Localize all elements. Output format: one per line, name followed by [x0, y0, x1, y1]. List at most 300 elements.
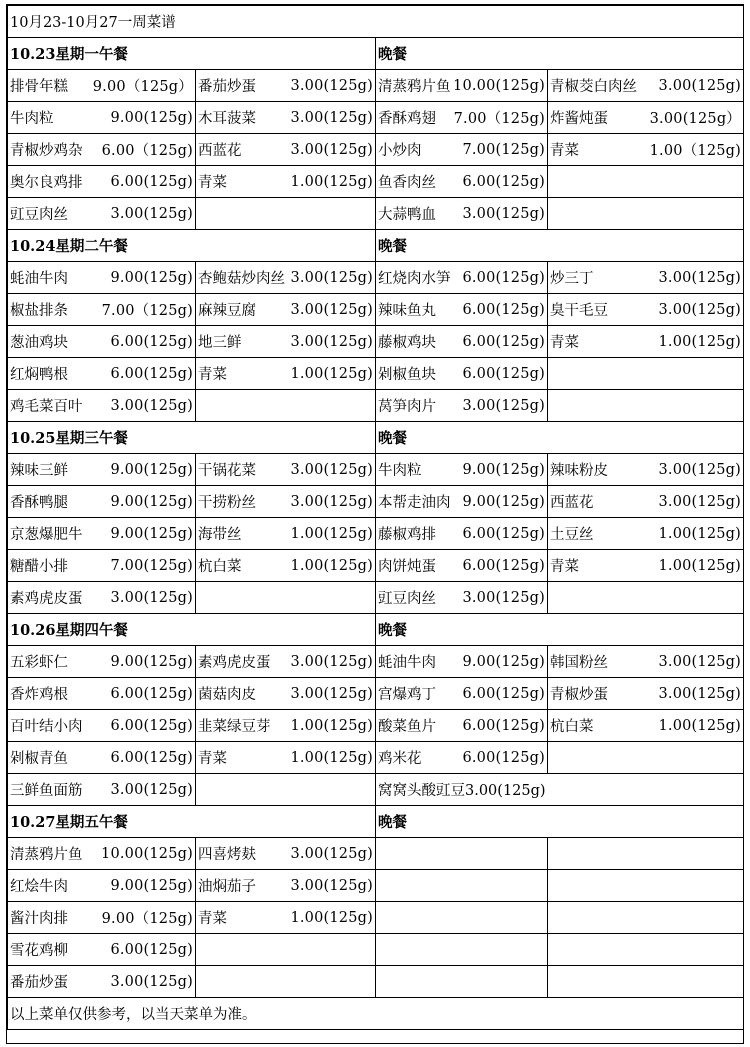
day-header-row	[8, 38, 744, 70]
dish-price: 9.00(125g)	[462, 653, 545, 670]
menu-item-content	[378, 715, 545, 736]
dish-price: 1.00(125g)	[658, 525, 742, 542]
menu-item-content	[10, 171, 193, 192]
dish-name: 素鸡虎皮蛋	[198, 655, 271, 671]
dish-name: 藤椒鸡排	[378, 527, 436, 543]
dish-name: 地三鲜	[198, 335, 242, 351]
lunch-header: 10.23星期一午餐	[8, 38, 376, 70]
dish-price: 3.00(125g)	[290, 653, 373, 670]
menu-item	[548, 326, 744, 358]
empty-cell	[548, 198, 744, 230]
dish-price: 9.00(125g)	[110, 877, 193, 894]
menu-item-content	[550, 331, 741, 352]
menu-item-content	[198, 331, 373, 352]
empty-cell	[548, 870, 744, 902]
empty-cell	[196, 198, 376, 230]
menu-item-content	[378, 555, 545, 576]
menu-item	[376, 518, 548, 550]
dish-name: 青椒炒蛋	[550, 687, 608, 703]
menu-row	[8, 454, 744, 486]
menu-item	[376, 486, 548, 518]
dish-price: 3.00(125g)	[290, 109, 373, 126]
menu-item	[196, 134, 376, 166]
empty-cell	[376, 838, 548, 870]
empty-cell	[548, 390, 744, 422]
menu-row	[8, 710, 744, 742]
menu-table	[7, 5, 744, 1030]
title-row	[8, 6, 744, 38]
dish-price: 3.00(125g)	[290, 845, 373, 862]
menu-item	[8, 646, 196, 678]
menu-item	[196, 454, 376, 486]
menu-item	[8, 454, 196, 486]
dish-name: 四喜烤麸	[198, 847, 256, 863]
dish-name: 红焖鸭根	[10, 367, 68, 383]
dish-price: 9.00(125g)	[462, 461, 545, 478]
menu-item-content	[10, 651, 193, 672]
menu-item-content	[10, 331, 193, 352]
dish-name: 干锅花菜	[198, 463, 256, 479]
menu-item	[548, 294, 744, 326]
dish-name: 番茄炒蛋	[198, 79, 256, 95]
menu-item-content	[10, 683, 193, 704]
menu-item-content	[10, 299, 193, 320]
dish-price: 3.00(125g)	[290, 461, 373, 478]
menu-item	[196, 70, 376, 102]
day-header-row	[8, 614, 744, 646]
menu-item	[548, 454, 744, 486]
dish-price: 9.00(125g)	[462, 493, 545, 510]
dish-price: 6.00(125g)	[110, 717, 193, 734]
dish-price: 1.00(125g)	[658, 557, 742, 574]
menu-item	[8, 198, 196, 230]
menu-item-content	[10, 715, 193, 736]
menu-row	[8, 486, 744, 518]
menu-row	[8, 518, 744, 550]
menu-item-content	[378, 331, 545, 352]
dish-price: 3.00(125g)	[110, 589, 193, 606]
menu-item	[376, 262, 548, 294]
day-header-row	[8, 230, 744, 262]
menu-row	[8, 966, 744, 998]
empty-cell	[548, 358, 744, 390]
dish-price: 1.00(125g)	[290, 909, 373, 926]
dish-name: 藤椒鸡块	[378, 335, 436, 351]
menu-item	[196, 678, 376, 710]
dish-price: 9.00(125g)	[110, 109, 193, 126]
dish-name: 五彩虾仁	[10, 655, 68, 671]
menu-item	[376, 582, 548, 614]
dinner-header: 晚餐	[376, 806, 744, 838]
dish-price: 6.00(125g)	[462, 717, 545, 734]
menu-item-content	[198, 107, 373, 128]
dish-price: 3.00(125g)	[110, 205, 193, 222]
menu-item	[548, 518, 744, 550]
menu-item	[196, 550, 376, 582]
menu-item	[8, 934, 196, 966]
empty-cell	[548, 966, 744, 998]
dish-price: 6.00(125g)	[110, 685, 193, 702]
menu-item	[196, 294, 376, 326]
dish-price: 10.00(125g)	[453, 77, 545, 94]
menu-sheet	[6, 4, 744, 1044]
dish-name: 麻辣豆腐	[198, 303, 256, 319]
lunch-header: 10.25星期三午餐	[8, 422, 376, 454]
dish-price: 6.00(125g)	[110, 173, 193, 190]
dish-price: 3.00(125g)	[290, 877, 373, 894]
menu-item	[376, 358, 548, 390]
menu-item	[376, 166, 548, 198]
menu-item-content	[10, 939, 193, 960]
dish-name: 肉饼炖蛋	[378, 559, 436, 575]
menu-item	[8, 678, 196, 710]
dish-price: 3.00(125g)	[462, 397, 545, 414]
menu-item	[376, 742, 548, 774]
dish-price: 3.00(125g)	[658, 461, 742, 478]
dish-name: 三鲜鱼面筋	[10, 783, 83, 799]
empty-cell	[548, 582, 744, 614]
dish-name: 京葱爆肥牛	[10, 527, 83, 543]
dish-name: 香酥鸭腿	[10, 495, 68, 511]
menu-item	[8, 902, 196, 934]
dish-price: 1.00(125g)	[290, 557, 373, 574]
menu-item	[8, 582, 196, 614]
menu-item-content	[10, 907, 193, 928]
dish-price: 3.00(125g)	[658, 77, 742, 94]
dish-name: 青椒炒鸡杂	[10, 143, 83, 159]
dish-name: 鸡毛菜百叶	[10, 399, 83, 415]
menu-item	[548, 134, 744, 166]
dish-price: 6.00(125g)	[110, 365, 193, 382]
menu-item	[196, 486, 376, 518]
menu-item	[8, 870, 196, 902]
menu-item	[196, 358, 376, 390]
empty-cell	[196, 390, 376, 422]
dish-price: 1.00（125g)	[649, 143, 742, 159]
dish-name: 香酥鸡翅	[378, 111, 436, 127]
menu-item-content	[378, 587, 545, 608]
menu-item	[548, 262, 744, 294]
menu-item-content	[10, 491, 193, 512]
dish-price: 7.00(125g)	[462, 141, 545, 158]
dish-name: 青菜	[550, 143, 579, 159]
menu-item	[8, 774, 196, 806]
menu-row	[8, 646, 744, 678]
empty-cell	[548, 742, 744, 774]
dish-price: 3.00(125g)	[110, 397, 193, 414]
menu-item-content	[198, 139, 373, 160]
menu-item	[8, 358, 196, 390]
menu-item	[376, 646, 548, 678]
dish-name: 红烧肉水笋	[378, 271, 451, 287]
dish-price: 9.00(125g)	[110, 493, 193, 510]
lunch-header: 10.24星期二午餐	[8, 230, 376, 262]
footer-row	[8, 998, 744, 1030]
empty-cell	[376, 870, 548, 902]
menu-item-content	[378, 747, 545, 768]
menu-item	[8, 326, 196, 358]
menu-item-content	[10, 555, 193, 576]
empty-cell	[548, 838, 744, 870]
menu-item	[548, 486, 744, 518]
dish-price: 6.00(125g)	[462, 173, 545, 190]
dish-price: 6.00（125g)	[101, 143, 193, 159]
dish-name: 菌菇肉皮	[198, 687, 256, 703]
dish-price: 1.00(125g)	[290, 525, 373, 542]
dish-price: 1.00(125g)	[290, 173, 373, 190]
dish-price: 3.00(125g)	[290, 269, 373, 286]
dish-name: 葱油鸡块	[10, 335, 68, 351]
empty-cell	[376, 966, 548, 998]
dish-price: 3.00(125g)	[290, 77, 373, 94]
menu-item-content	[550, 683, 741, 704]
menu-row	[8, 294, 744, 326]
dish-price: 10.00(125g)	[101, 845, 193, 862]
menu-item-content	[378, 75, 545, 96]
dish-name: 鱼香肉丝	[378, 175, 436, 191]
dish-price: 6.00(125g)	[110, 749, 193, 766]
menu-item-content	[10, 843, 193, 864]
dish-price: 6.00(125g)	[462, 749, 545, 766]
menu-item	[376, 390, 548, 422]
dish-price: 1.00(125g)	[290, 365, 373, 382]
dish-name: 豇豆肉丝	[10, 207, 68, 223]
lunch-header: 10.27星期五午餐	[8, 806, 376, 838]
menu-item-content	[378, 107, 545, 128]
menu-row	[8, 166, 744, 198]
menu-item-content	[198, 843, 373, 864]
dish-name: 酸菜鱼片	[378, 719, 436, 735]
dish-price: 3.00(125g）	[649, 111, 742, 127]
dish-name: 青菜	[198, 911, 227, 927]
menu-item	[8, 742, 196, 774]
menu-item-content	[198, 651, 373, 672]
menu-row	[8, 134, 744, 166]
menu-item-content	[550, 267, 741, 288]
dish-price: 3.00(125g)	[290, 685, 373, 702]
menu-item	[376, 198, 548, 230]
dish-name: 干捞粉丝	[198, 495, 256, 511]
dish-name: 大蒜鸭血	[378, 207, 436, 223]
dish-name: 素鸡虎皮蛋	[10, 591, 83, 607]
dish-price: 9.00(125g)	[110, 525, 193, 542]
menu-item	[196, 870, 376, 902]
menu-item-content	[550, 459, 741, 480]
dish-name: 莴笋肉片	[378, 399, 436, 415]
menu-item-full: 窝窝头酸豇豆3.00(125g)	[376, 774, 744, 806]
footer-note: 以上菜单仅供参考，以当天菜单为准。	[8, 998, 744, 1030]
dish-name: 韩国粉丝	[550, 655, 608, 671]
menu-item-content	[550, 75, 741, 96]
empty-cell	[196, 582, 376, 614]
dish-price: 3.00(125g)	[290, 141, 373, 158]
menu-row	[8, 198, 744, 230]
menu-item-content	[378, 459, 545, 480]
dish-name: 木耳菠菜	[198, 111, 256, 127]
menu-item-content	[10, 267, 193, 288]
empty-cell	[196, 774, 376, 806]
menu-item	[8, 550, 196, 582]
menu-item-content	[10, 363, 193, 384]
menu-item	[548, 70, 744, 102]
menu-item-content	[10, 75, 193, 96]
dish-price: 3.00(125g)	[290, 493, 373, 510]
dish-name: 香炸鸡根	[10, 687, 68, 703]
empty-cell	[196, 934, 376, 966]
dish-name: 蚝油牛肉	[378, 655, 436, 671]
menu-item-content	[550, 555, 741, 576]
dish-price: 3.00(125g)	[658, 301, 742, 318]
dish-price: 6.00(125g)	[462, 685, 545, 702]
dish-price: 7.00（125g)	[453, 111, 545, 127]
dish-name: 杭白菜	[198, 559, 242, 575]
menu-item-content	[550, 139, 741, 160]
empty-cell	[376, 902, 548, 934]
dish-name: 青菜	[550, 335, 579, 351]
dish-price: 9.00（125g）	[92, 79, 193, 95]
menu-row	[8, 102, 744, 134]
dish-price: 3.00(125g)	[658, 493, 742, 510]
menu-item	[548, 550, 744, 582]
menu-item	[196, 710, 376, 742]
menu-item	[8, 838, 196, 870]
menu-row	[8, 582, 744, 614]
day-header-row	[8, 806, 744, 838]
dish-name: 西蓝花	[550, 495, 594, 511]
menu-item-content	[198, 459, 373, 480]
dish-price: 3.00(125g)	[462, 589, 545, 606]
menu-item-content	[378, 203, 545, 224]
dish-name: 杏鲍菇炒肉丝	[198, 271, 285, 287]
menu-item-content	[378, 491, 545, 512]
menu-item	[8, 294, 196, 326]
dish-name: 海带丝	[198, 527, 242, 543]
dinner-header: 晚餐	[376, 38, 744, 70]
dish-name: 韭菜绿豆芽	[198, 719, 271, 735]
dinner-header: 晚餐	[376, 230, 744, 262]
menu-item	[376, 678, 548, 710]
menu-item-content	[550, 523, 741, 544]
menu-item	[376, 550, 548, 582]
dish-name: 糖醋小排	[10, 559, 68, 575]
menu-item-content	[378, 651, 545, 672]
dish-name: 椒盐排条	[10, 303, 68, 319]
dish-price: 9.00(125g)	[110, 461, 193, 478]
dish-price: 6.00(125g)	[110, 333, 193, 350]
menu-row	[8, 934, 744, 966]
dish-name: 蚝油牛肉	[10, 271, 68, 287]
menu-item-content	[378, 139, 545, 160]
menu-item-content	[198, 267, 373, 288]
menu-item	[196, 166, 376, 198]
dish-price: 9.00（125g)	[101, 911, 193, 927]
menu-item-content	[198, 523, 373, 544]
menu-item	[548, 646, 744, 678]
menu-item	[376, 326, 548, 358]
menu-item	[8, 966, 196, 998]
dish-name: 辣味鱼丸	[378, 303, 436, 319]
menu-item-content	[378, 683, 545, 704]
menu-item	[8, 134, 196, 166]
menu-item-content	[198, 299, 373, 320]
dish-price: 1.00(125g)	[290, 749, 373, 766]
menu-item-content	[550, 299, 741, 320]
menu-item-content	[10, 875, 193, 896]
menu-item	[196, 102, 376, 134]
dish-price: 1.00(125g)	[290, 717, 373, 734]
menu-item	[376, 70, 548, 102]
dish-name: 排骨年糕	[10, 79, 68, 95]
menu-item	[8, 102, 196, 134]
menu-item-content	[10, 971, 193, 992]
page-title: 10月23-10月27一周菜谱	[8, 6, 744, 38]
menu-item-content	[198, 491, 373, 512]
dish-name: 宫爆鸡丁	[378, 687, 436, 703]
menu-item	[376, 294, 548, 326]
dish-name: 辣味粉皮	[550, 463, 608, 479]
dish-price: 3.00(125g)	[658, 269, 742, 286]
dish-price: 3.00(125g)	[658, 685, 742, 702]
menu-item-content	[378, 395, 545, 416]
menu-item-content	[198, 907, 373, 928]
menu-item	[196, 326, 376, 358]
menu-item-content	[10, 459, 193, 480]
dish-name: 炒三丁	[550, 271, 594, 287]
menu-row	[8, 870, 744, 902]
menu-row	[8, 358, 744, 390]
dish-name: 奥尔良鸡排	[10, 175, 83, 191]
dinner-header: 晚餐	[376, 422, 744, 454]
menu-row	[8, 70, 744, 102]
dish-name: 小炒肉	[378, 143, 422, 159]
dish-price: 6.00(125g)	[462, 365, 545, 382]
dish-name: 油焖茄子	[198, 879, 256, 895]
dish-price: 3.00(125g)	[110, 781, 193, 798]
dish-price: 1.00(125g)	[658, 333, 742, 350]
menu-item	[196, 262, 376, 294]
menu-item	[8, 710, 196, 742]
dish-name: 酱汁肉排	[10, 911, 68, 927]
menu-item-content	[378, 171, 545, 192]
dish-price: 6.00(125g)	[462, 557, 545, 574]
dish-price: 6.00(125g)	[110, 941, 193, 958]
lunch-header: 10.26星期四午餐	[8, 614, 376, 646]
dish-name: 番茄炒蛋	[10, 975, 68, 991]
menu-item-content	[198, 875, 373, 896]
menu-item-content	[10, 395, 193, 416]
day-header-row	[8, 422, 744, 454]
empty-cell	[548, 166, 744, 198]
dish-price: 7.00（125g)	[101, 303, 193, 319]
dish-name: 辣味三鲜	[10, 463, 68, 479]
dish-name: 西蓝花	[198, 143, 242, 159]
menu-item-content	[378, 523, 545, 544]
dish-price: 3.00(125g)	[658, 653, 742, 670]
menu-item-content	[550, 651, 741, 672]
menu-item-content	[10, 747, 193, 768]
menu-item	[196, 646, 376, 678]
menu-item-content	[198, 683, 373, 704]
menu-row	[8, 390, 744, 422]
empty-cell	[548, 902, 744, 934]
menu-item-content	[198, 363, 373, 384]
menu-item	[548, 102, 744, 134]
menu-row	[8, 678, 744, 710]
dish-name: 清蒸鸦片鱼	[10, 847, 83, 863]
dish-name: 红烩牛肉	[10, 879, 68, 895]
menu-row	[8, 838, 744, 870]
menu-item-content	[378, 299, 545, 320]
